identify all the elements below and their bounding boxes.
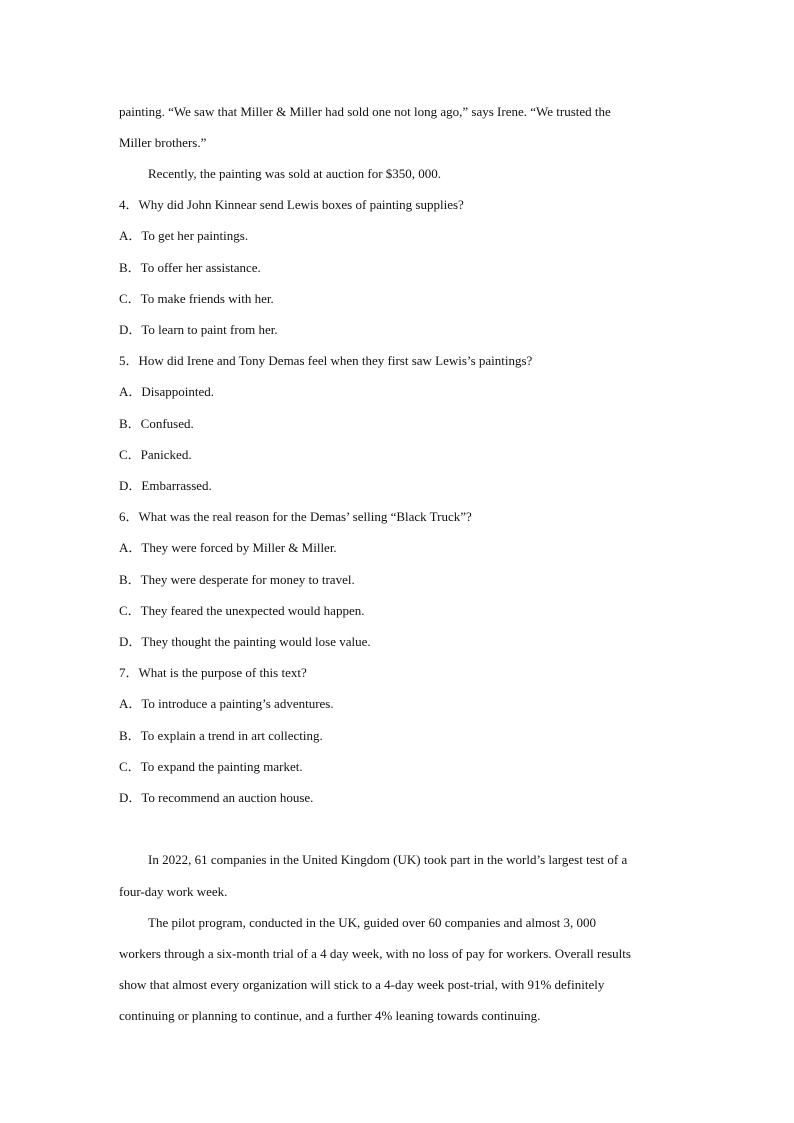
question-5-option-c: C．Panicked. — [119, 447, 192, 462]
question-6-option-c: C．They feared the unexpected would happen. — [119, 603, 365, 618]
passage-a-line-1: painting. “We saw that Miller & Miller had sold one not long ago,” says Irene. “We trusted the — [119, 104, 611, 119]
passage-a-line-2: Miller brothers.” — [119, 135, 207, 150]
question-4-option-a: A．To get her paintings. — [119, 228, 249, 243]
question-7-stem: 7．What is the purpose of this text? — [119, 665, 307, 680]
question-7-option-b: B．To explain a trend in art collecting. — [119, 728, 323, 743]
question-5-option-d: D．Embarrassed. — [119, 478, 212, 493]
passage-b-paragraph-2-line-4: continuing or planning to continue, and a further 4% leaning towards continuing. — [119, 1008, 541, 1023]
passage-b-paragraph-2-line-1: The pilot program, conducted in the UK, guided over 60 companies and almost 3, 000 — [148, 915, 597, 930]
question-7-option-c: C．To expand the painting market. — [119, 759, 303, 774]
question-6-option-a: A．They were forced by Miller & Miller. — [119, 540, 337, 555]
question-4-option-d: D．To learn to paint from her. — [119, 322, 278, 337]
passage-b-paragraph-2-line-3: show that almost every organization will stick to a 4-day week post-trial, with 91% definitely — [119, 977, 605, 992]
question-7-option-d: D．To recommend an auction house. — [119, 790, 314, 805]
question-5-option-b: B．Confused. — [119, 416, 194, 431]
passage-b-paragraph-1-line-1: In 2022, 61 companies in the United Kingdom (UK) took part in the world’s largest test of a — [148, 852, 628, 867]
question-5-option-a: A．Disappointed. — [119, 384, 214, 399]
question-5-stem: 5．How did Irene and Tony Demas feel when they first saw Lewis’s paintings? — [119, 353, 533, 368]
question-4-option-b: B．To offer her assistance. — [119, 260, 261, 275]
question-6-stem: 6．What was the real reason for the Demas’ selling “Black Truck”? — [119, 509, 472, 524]
passage-b-paragraph-1-line-2: four-day work week. — [119, 884, 228, 899]
question-4-stem: 4．Why did John Kinnear send Lewis boxes of painting supplies? — [119, 197, 464, 212]
question-6-option-b: B．They were desperate for money to travel. — [119, 572, 355, 587]
passage-a-paragraph-2: Recently, the painting was sold at auction for $350, 000. — [148, 166, 442, 181]
passage-b-paragraph-2-line-2: workers through a six-month trial of a 4 day week, with no loss of pay for workers. Overall results — [119, 946, 631, 961]
question-6-option-d: D．They thought the painting would lose value. — [119, 634, 371, 649]
question-4-option-c: C．To make friends with her. — [119, 291, 274, 306]
question-7-option-a: A．To introduce a painting’s adventures. — [119, 696, 334, 711]
